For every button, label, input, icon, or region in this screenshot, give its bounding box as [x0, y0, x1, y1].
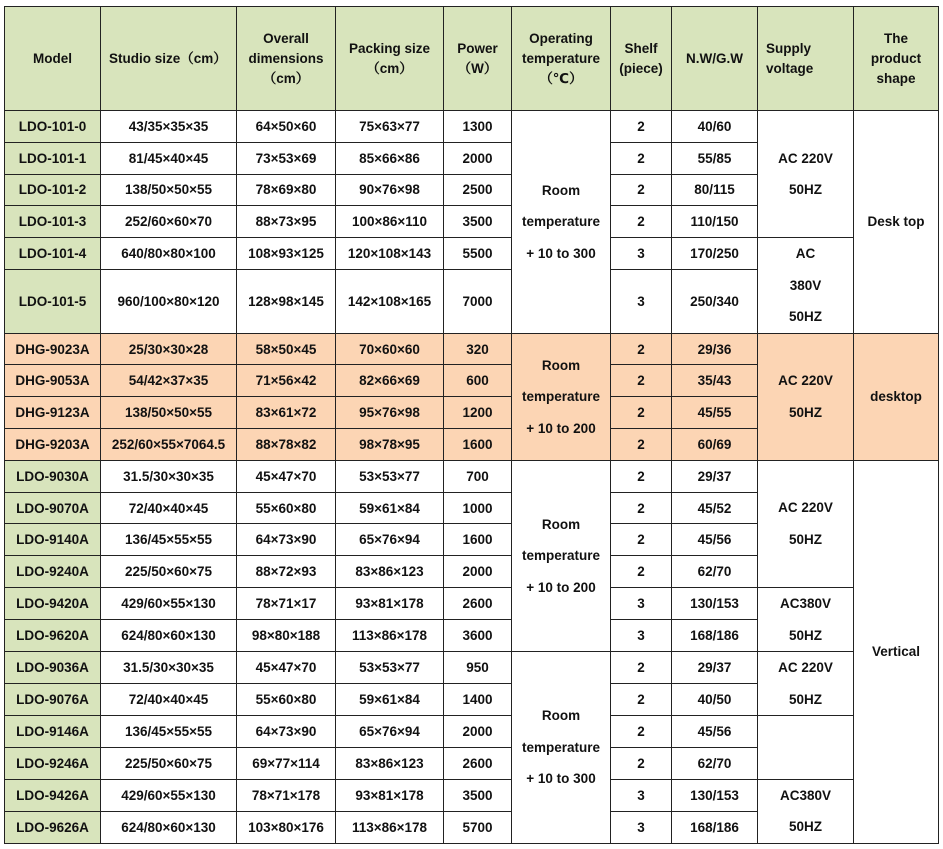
power-cell: 1600	[444, 429, 512, 461]
model-cell: LDO-9036A	[5, 652, 101, 684]
overall-dimensions-cell: 45×47×70	[237, 460, 336, 492]
weight-cell: 130/153	[672, 588, 758, 620]
studio-size-cell: 72/40×40×45	[101, 684, 237, 716]
power-cell: 950	[444, 652, 512, 684]
header-weight: N.W/G.W	[672, 7, 758, 111]
studio-size-cell: 225/50×60×75	[101, 556, 237, 588]
weight-cell: 29/36	[672, 333, 758, 365]
power-cell: 5700	[444, 811, 512, 843]
studio-size-cell: 136/45×55×55	[101, 716, 237, 748]
shape-cell: Vertical	[854, 460, 939, 843]
shelf-cell: 2	[611, 556, 672, 588]
temperature-cell: Room temperature + 10 to 200	[512, 333, 611, 460]
model-cell: LDO-9246A	[5, 747, 101, 779]
shelf-cell: 3	[611, 779, 672, 811]
shelf-cell: 2	[611, 174, 672, 206]
packing-size-cell: 100×86×110	[336, 206, 444, 238]
overall-dimensions-cell: 78×71×178	[237, 779, 336, 811]
power-cell: 2000	[444, 556, 512, 588]
weight-cell: 62/70	[672, 747, 758, 779]
model-cell: LDO-101-0	[5, 111, 101, 143]
temperature-cell: Room temperature + 10 to 300	[512, 652, 611, 844]
shelf-cell: 2	[611, 524, 672, 556]
packing-size-cell: 59×61×84	[336, 492, 444, 524]
shelf-cell: 2	[611, 333, 672, 365]
shelf-cell: 2	[611, 684, 672, 716]
power-cell: 1000	[444, 492, 512, 524]
header-model: Model	[5, 7, 101, 111]
studio-size-cell: 252/60×60×70	[101, 206, 237, 238]
weight-cell: 29/37	[672, 652, 758, 684]
model-cell: LDO-101-2	[5, 174, 101, 206]
model-cell: DHG-9023A	[5, 333, 101, 365]
studio-size-cell: 54/42×37×35	[101, 365, 237, 397]
packing-size-cell: 93×81×178	[336, 588, 444, 620]
weight-cell: 45/55	[672, 397, 758, 429]
packing-size-cell: 83×86×123	[336, 747, 444, 779]
power-cell: 2000	[444, 716, 512, 748]
weight-cell: 45/56	[672, 524, 758, 556]
power-cell: 700	[444, 460, 512, 492]
power-cell: 320	[444, 333, 512, 365]
overall-dimensions-cell: 69×77×114	[237, 747, 336, 779]
table-row	[5, 111, 939, 143]
shelf-cell: 2	[611, 747, 672, 779]
studio-size-cell: 31.5/30×30×35	[101, 460, 237, 492]
model-cell: LDO-9240A	[5, 556, 101, 588]
voltage-cell: AC 220V 50HZ	[758, 111, 854, 238]
power-cell: 2500	[444, 174, 512, 206]
packing-size-cell: 113×86×178	[336, 620, 444, 652]
shelf-cell: 2	[611, 397, 672, 429]
table-row	[5, 588, 939, 620]
voltage-cell: AC 220V 50HZ	[758, 333, 854, 460]
model-cell: LDO-101-3	[5, 206, 101, 238]
studio-size-cell: 81/45×40×45	[101, 142, 237, 174]
studio-size-cell: 25/30×30×28	[101, 333, 237, 365]
packing-size-cell: 82×66×69	[336, 365, 444, 397]
shelf-cell: 2	[611, 460, 672, 492]
model-cell: LDO-9620A	[5, 620, 101, 652]
packing-size-cell: 65×76×94	[336, 524, 444, 556]
model-cell: LDO-101-5	[5, 270, 101, 334]
overall-dimensions-cell: 58×50×45	[237, 333, 336, 365]
power-cell: 2600	[444, 588, 512, 620]
overall-dimensions-cell: 103×80×176	[237, 811, 336, 843]
shelf-cell: 2	[611, 652, 672, 684]
shelf-cell: 2	[611, 492, 672, 524]
packing-size-cell: 65×76×94	[336, 716, 444, 748]
overall-dimensions-cell: 88×78×82	[237, 429, 336, 461]
packing-size-cell: 142×108×165	[336, 270, 444, 334]
voltage-cell: AC 380V 50HZ	[758, 238, 854, 334]
power-cell: 2000	[444, 142, 512, 174]
table-row	[5, 238, 939, 270]
shelf-cell: 2	[611, 206, 672, 238]
weight-cell: 45/56	[672, 716, 758, 748]
ldo-101-group	[5, 111, 939, 334]
table-row	[5, 716, 939, 748]
model-cell: DHG-9123A	[5, 397, 101, 429]
packing-size-cell: 70×60×60	[336, 333, 444, 365]
overall-dimensions-cell: 45×47×70	[237, 652, 336, 684]
power-cell: 2600	[444, 747, 512, 779]
studio-size-cell: 72/40×40×45	[101, 492, 237, 524]
model-cell: LDO-9626A	[5, 811, 101, 843]
model-cell: LDO-9070A	[5, 492, 101, 524]
power-cell: 3600	[444, 620, 512, 652]
power-cell: 3500	[444, 206, 512, 238]
header-operating-temperature: Operating temperature （℃）	[512, 7, 611, 111]
dhg-group	[5, 333, 939, 460]
table-row	[5, 333, 939, 365]
weight-cell: 168/186	[672, 620, 758, 652]
model-cell: LDO-9426A	[5, 779, 101, 811]
studio-size-cell: 138/50×50×55	[101, 397, 237, 429]
power-cell: 5500	[444, 238, 512, 270]
packing-size-cell: 98×78×95	[336, 429, 444, 461]
model-cell: LDO-101-4	[5, 238, 101, 270]
overall-dimensions-cell: 78×69×80	[237, 174, 336, 206]
packing-size-cell: 75×63×77	[336, 111, 444, 143]
weight-cell: 168/186	[672, 811, 758, 843]
header-row	[5, 7, 939, 111]
weight-cell: 250/340	[672, 270, 758, 334]
power-cell: 1200	[444, 397, 512, 429]
studio-size-cell: 624/80×60×130	[101, 811, 237, 843]
header-product-shape: The product shape	[854, 7, 939, 111]
header-studio-size: Studio size（cm）	[101, 7, 237, 111]
weight-cell: 170/250	[672, 238, 758, 270]
model-cell: LDO-101-1	[5, 142, 101, 174]
power-cell: 3500	[444, 779, 512, 811]
shelf-cell: 3	[611, 238, 672, 270]
packing-size-cell: 53×53×77	[336, 460, 444, 492]
weight-cell: 40/50	[672, 684, 758, 716]
header-power: Power （W）	[444, 7, 512, 111]
ldo-9000-group	[5, 460, 939, 843]
shelf-cell: 2	[611, 111, 672, 143]
packing-size-cell: 120×108×143	[336, 238, 444, 270]
overall-dimensions-cell: 88×72×93	[237, 556, 336, 588]
overall-dimensions-cell: 55×60×80	[237, 492, 336, 524]
voltage-cell-empty	[758, 716, 854, 780]
shelf-cell: 3	[611, 588, 672, 620]
packing-size-cell: 53×53×77	[336, 652, 444, 684]
power-cell: 7000	[444, 270, 512, 334]
table-row	[5, 779, 939, 811]
header-packing-size: Packing size （cm）	[336, 7, 444, 111]
weight-cell: 40/60	[672, 111, 758, 143]
table-row	[5, 460, 939, 492]
overall-dimensions-cell: 64×73×90	[237, 716, 336, 748]
power-cell: 1300	[444, 111, 512, 143]
studio-size-cell: 640/80×80×100	[101, 238, 237, 270]
studio-size-cell: 960/100×80×120	[101, 270, 237, 334]
packing-size-cell: 93×81×178	[336, 779, 444, 811]
packing-size-cell: 59×61×84	[336, 684, 444, 716]
header-shelf: Shelf (piece)	[611, 7, 672, 111]
packing-size-cell: 113×86×178	[336, 811, 444, 843]
model-cell: LDO-9146A	[5, 716, 101, 748]
voltage-cell: AC380V 50HZ	[758, 588, 854, 652]
model-cell: LDO-9030A	[5, 460, 101, 492]
studio-size-cell: 252/60×55×7064.5	[101, 429, 237, 461]
studio-size-cell: 429/60×55×130	[101, 588, 237, 620]
studio-size-cell: 624/80×60×130	[101, 620, 237, 652]
shelf-cell: 2	[611, 716, 672, 748]
overall-dimensions-cell: 73×53×69	[237, 142, 336, 174]
overall-dimensions-cell: 108×93×125	[237, 238, 336, 270]
weight-cell: 80/115	[672, 174, 758, 206]
spec-table	[4, 6, 939, 844]
model-cell: LDO-9076A	[5, 684, 101, 716]
overall-dimensions-cell: 88×73×95	[237, 206, 336, 238]
temperature-cell: Room temperature + 10 to 300	[512, 111, 611, 334]
weight-cell: 45/52	[672, 492, 758, 524]
table-row	[5, 652, 939, 684]
weight-cell: 62/70	[672, 556, 758, 588]
overall-dimensions-cell: 83×61×72	[237, 397, 336, 429]
model-cell: LDO-9140A	[5, 524, 101, 556]
weight-cell: 110/150	[672, 206, 758, 238]
model-cell: LDO-9420A	[5, 588, 101, 620]
shape-cell: desktop	[854, 333, 939, 460]
temperature-cell: Room temperature + 10 to 200	[512, 460, 611, 651]
model-cell: DHG-9203A	[5, 429, 101, 461]
weight-cell: 130/153	[672, 779, 758, 811]
shelf-cell: 2	[611, 429, 672, 461]
packing-size-cell: 95×76×98	[336, 397, 444, 429]
header-overall-dimensions: Overall dimensions （cm）	[237, 7, 336, 111]
studio-size-cell: 429/60×55×130	[101, 779, 237, 811]
overall-dimensions-cell: 78×71×17	[237, 588, 336, 620]
header-supply-voltage: Supply voltage	[758, 7, 854, 111]
studio-size-cell: 43/35×35×35	[101, 111, 237, 143]
shelf-cell: 3	[611, 811, 672, 843]
power-cell: 1400	[444, 684, 512, 716]
overall-dimensions-cell: 71×56×42	[237, 365, 336, 397]
model-cell: DHG-9053A	[5, 365, 101, 397]
overall-dimensions-cell: 128×98×145	[237, 270, 336, 334]
voltage-cell: AC 220V 50HZ	[758, 460, 854, 587]
packing-size-cell: 90×76×98	[336, 174, 444, 206]
packing-size-cell: 83×86×123	[336, 556, 444, 588]
studio-size-cell: 138/50×50×55	[101, 174, 237, 206]
studio-size-cell: 31.5/30×30×35	[101, 652, 237, 684]
power-cell: 1600	[444, 524, 512, 556]
overall-dimensions-cell: 64×73×90	[237, 524, 336, 556]
shelf-cell: 2	[611, 365, 672, 397]
weight-cell: 29/37	[672, 460, 758, 492]
voltage-cell: AC 220V 50HZ	[758, 652, 854, 716]
shelf-cell: 2	[611, 142, 672, 174]
weight-cell: 60/69	[672, 429, 758, 461]
shelf-cell: 3	[611, 270, 672, 334]
studio-size-cell: 225/50×60×75	[101, 747, 237, 779]
overall-dimensions-cell: 55×60×80	[237, 684, 336, 716]
shelf-cell: 3	[611, 620, 672, 652]
voltage-cell: AC380V 50HZ	[758, 779, 854, 843]
shape-cell: Desk top	[854, 111, 939, 334]
overall-dimensions-cell: 64×50×60	[237, 111, 336, 143]
overall-dimensions-cell: 98×80×188	[237, 620, 336, 652]
power-cell: 600	[444, 365, 512, 397]
studio-size-cell: 136/45×55×55	[101, 524, 237, 556]
weight-cell: 35/43	[672, 365, 758, 397]
packing-size-cell: 85×66×86	[336, 142, 444, 174]
weight-cell: 55/85	[672, 142, 758, 174]
